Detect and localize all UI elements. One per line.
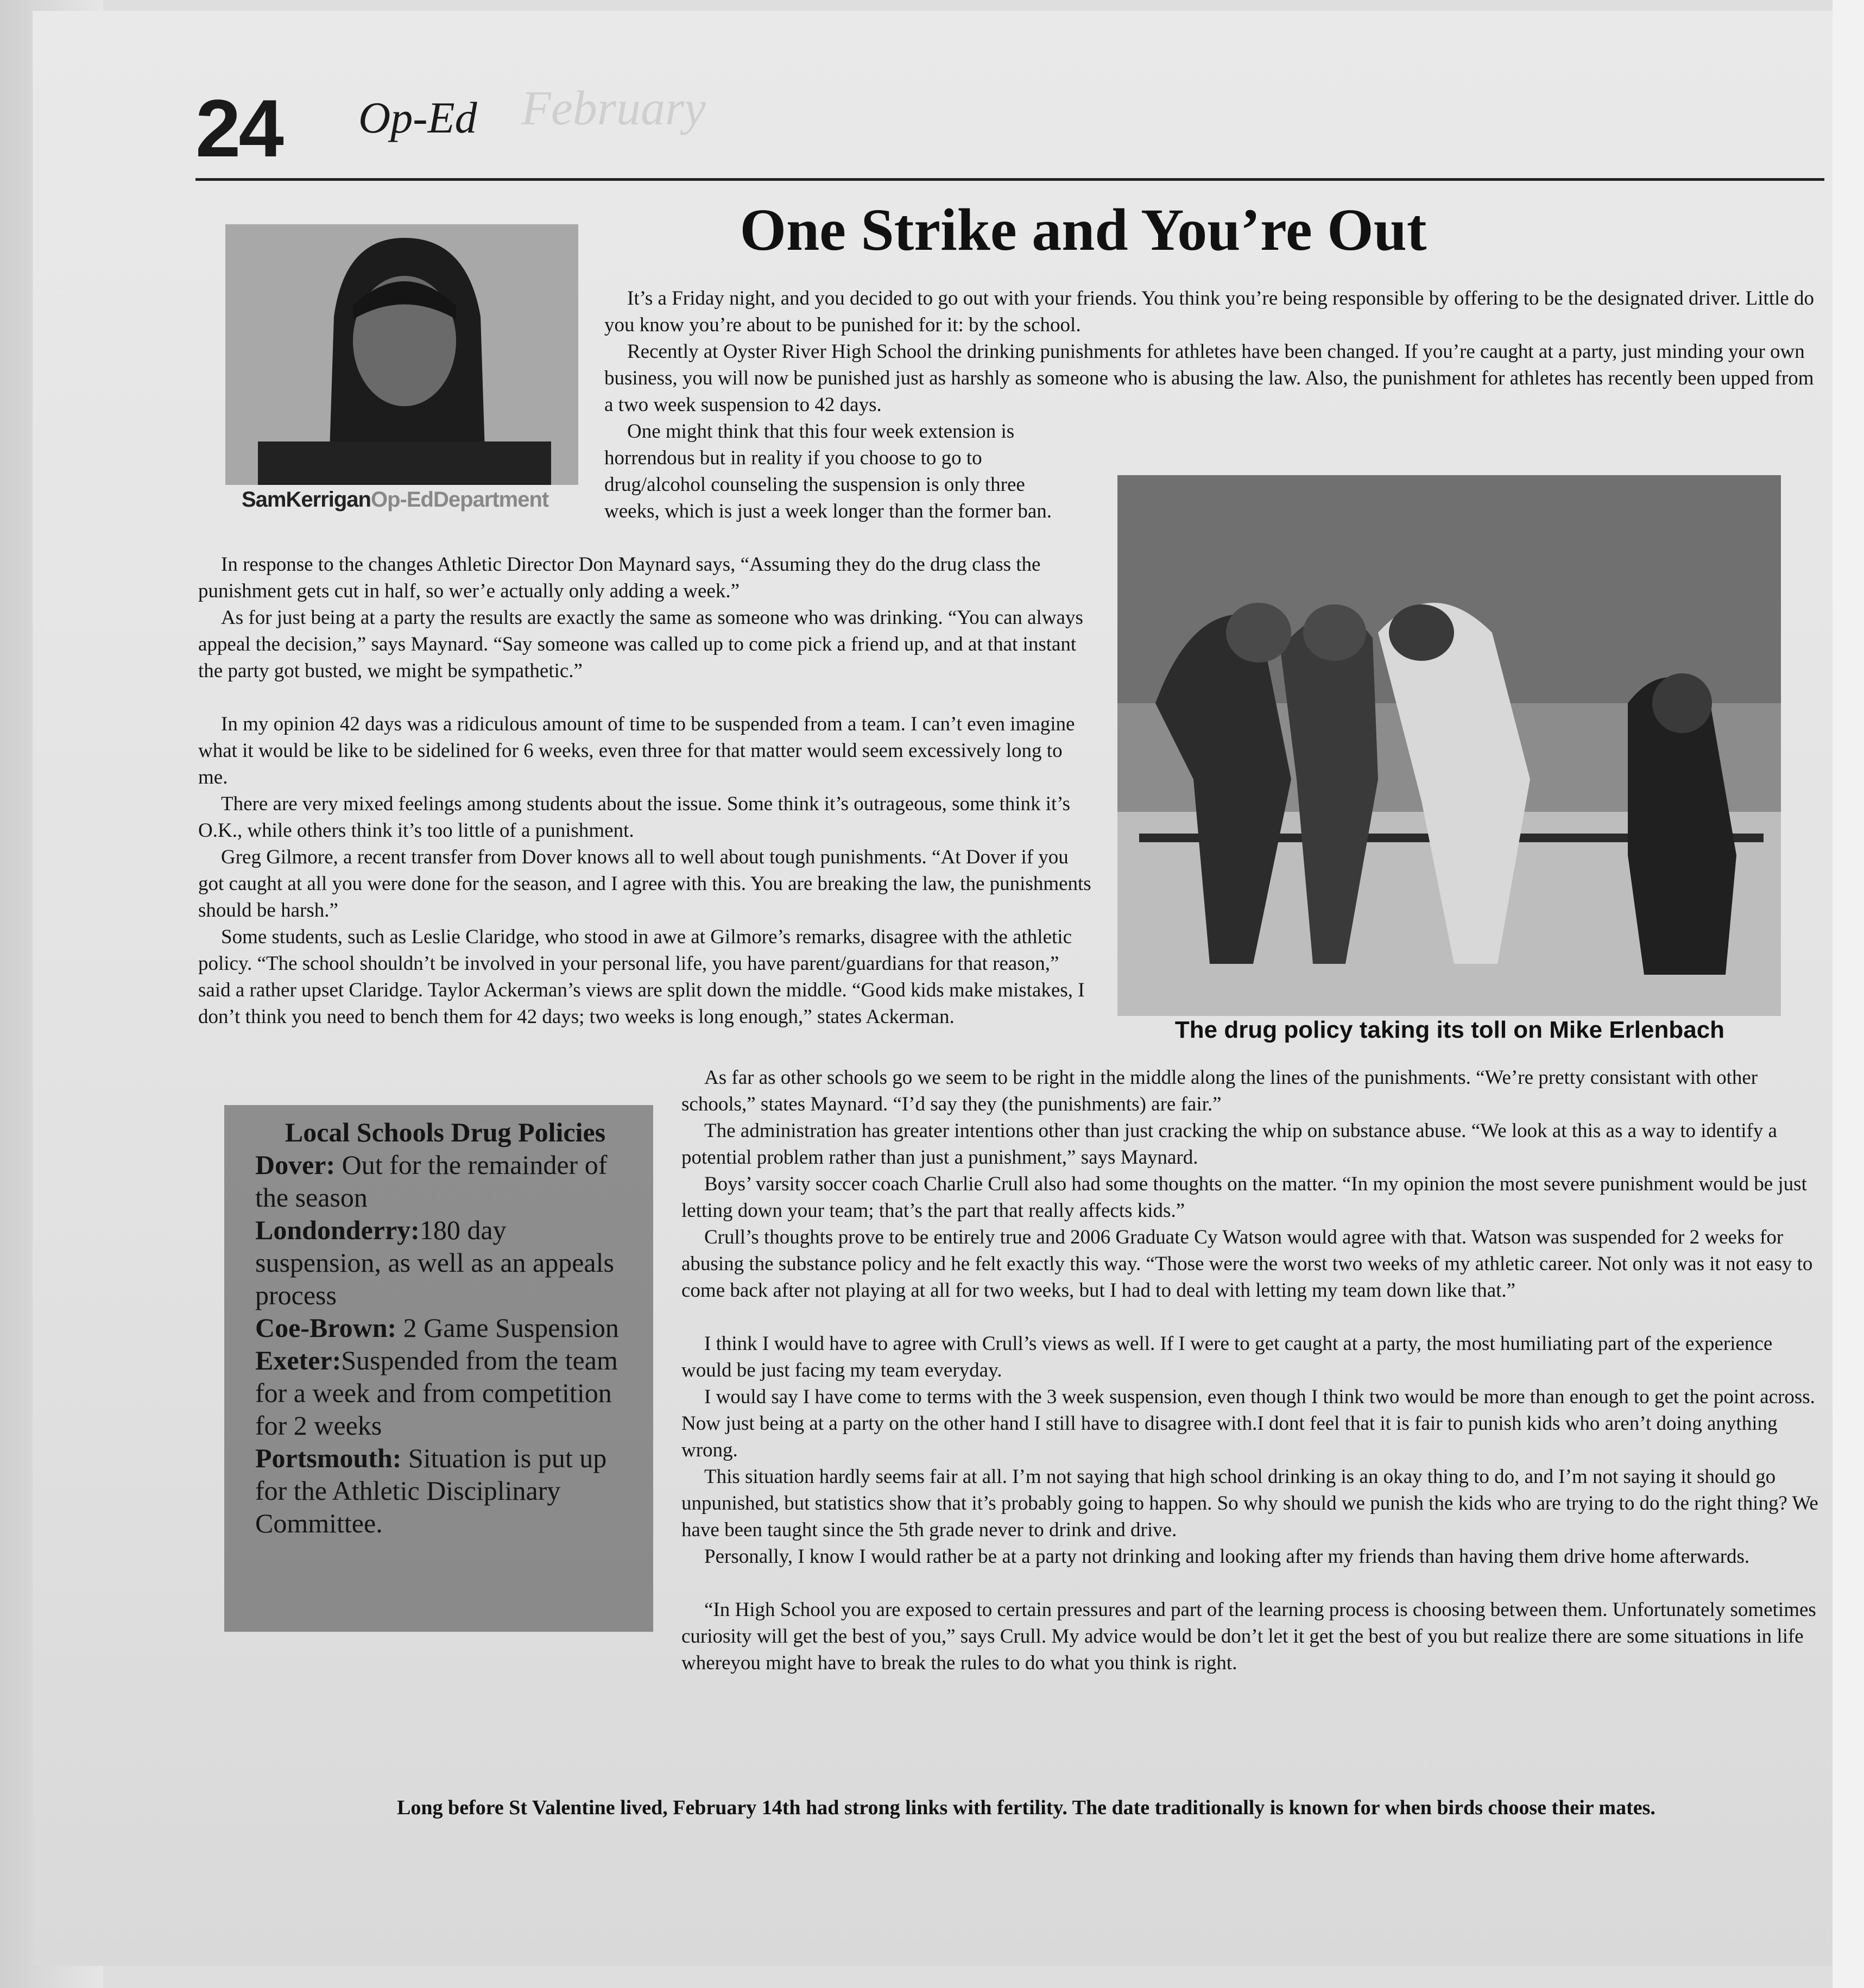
policy-item xyxy=(255,1214,635,1311)
page-number: 24 xyxy=(195,83,282,174)
article-paragraph: I would say I have come to terms with the 3 week suspension, even though I think two would be more than enough to get the point across. Now just being at a party on the other hand I still have to disagree with.I dont feel that it is fair to punish kids who aren’t doing anything wrong. xyxy=(681,1386,1815,1461)
policy-text: Situation is put up for the Athletic Disciplinary Committee. xyxy=(255,1443,607,1538)
article-headline: One Strike and You’re Out xyxy=(740,197,1427,263)
policy-item xyxy=(255,1148,635,1214)
policy-item xyxy=(255,1311,635,1344)
section-title: Op-Ed xyxy=(358,93,477,142)
policy-item xyxy=(255,1344,635,1442)
article-paragraph: Greg Gilmore, a recent transfer from Dover knows all to well about tough punishments. “At Dover if you got caught at all you were done for the season, and I agree with this. You are breaking the law, the punishments should be harsh.” xyxy=(198,846,1091,922)
article-paragraph: Recently at Oyster River High School the drinking punishments for athletes have been changed. If you’re caught at a party, just minding your own business, you will now be punished just as harshly as someone who is abusing the law. Also, the punishment for athletes has recently been upped from a two week suspension to 42 days. xyxy=(604,340,1814,416)
sidebar-title: Local Schools Drug Policies xyxy=(285,1117,606,1147)
policy-text: 2 Game Suspension xyxy=(396,1312,619,1343)
drug-policy-list xyxy=(255,1116,635,1539)
article-paragraph: One might think that this four week extension is horrendous but in reality if you choose to go to drug/alcohol counseling the suspension is only three weeks, which is just a week longer than the former ban. xyxy=(604,420,1052,522)
school-name: Coe-Brown: xyxy=(255,1312,397,1343)
header-rule xyxy=(195,178,1824,181)
article-paragraph: This situation hardly seems fair at all. I’m not saying that high school drinking is an okay thing to do, and I’m not saying it should go unpunished, but statistics show that it’s probably going to happen. So why should we punish the kids who are trying to do the right thing? We have been taught since the 5th grade never to drink and drive. xyxy=(681,1466,1818,1541)
article-paragraph: Crull’s thoughts prove to be entirely true and 2006 Graduate Cy Watson would agree with that. Watson was suspended for 2 weeks for abusing the substance policy and he felt exactly this way. “Those were the worst two weeks of my athletic career. Not only was it not easy to come back after not playing at all for two weeks, but I had to deal with letting my team down like that.” xyxy=(681,1226,1813,1302)
article-paragraph: As far as other schools go we seem to be right in the middle along the lines of the punishments. “We’re pretty consistant with other schools,” states Maynard. “I’d say they (the punishments) are fair.” xyxy=(681,1066,1758,1115)
page-edge xyxy=(1833,0,1864,1988)
article-paragraph: In my opinion 42 days was a ridiculous amount of time to be suspended from a team. I can’t even imagine what it would be like to be sidelined for 6 weeks, even three for that matter would seem excessively long to me. xyxy=(198,713,1075,788)
article-paragraph: I think I would have to agree with Crull’s views as well. If I were to get caught at a party, the most humiliating part of the experience would be just facing my team everyday. xyxy=(681,1333,1773,1381)
school-name: Portsmouth: xyxy=(255,1443,402,1473)
school-name: Exeter: xyxy=(255,1345,342,1375)
article-paragraph: “In High School you are exposed to certain pressures and part of the learning process is choosing between them. Unfortunately sometimes curiosity will get the best of you,” says Crull. My advice would be don’t let it get the best of you but realize there are some situations in life whereyou might have to break the rules to do what you think is right. xyxy=(681,1599,1816,1674)
school-name: Londonderry: xyxy=(255,1215,420,1245)
photo-caption: The drug policy taking its toll on Mike Erlenbach xyxy=(1174,1017,1725,1043)
policy-item xyxy=(255,1442,635,1539)
policy-text: 180 day suspension, as well as an appeals process xyxy=(255,1215,614,1310)
article-paragraph: The administration has greater intentions other than just cracking the whip on substance abuse. “We look at this as a way to identify a potential problem rather than just a punishment,” says Maynard. xyxy=(681,1120,1777,1169)
policy-text: Suspended from the team for a week and from competition for 2 weeks xyxy=(255,1345,618,1441)
article-paragraph: As for just being at a party the results are exactly the same as someone who was drinking. “You can always appeal the decision,” says Maynard. “Say someone was called up to come pick a friend up, and at that instant the party got busted, we might be sympathetic.” xyxy=(198,607,1083,682)
policy-text: Out for the remainder of the season xyxy=(255,1150,608,1213)
article-paragraph: Boys’ varsity soccer coach Charlie Crull also had some thoughts on the matter. “In my opinion the most severe punishment would be just letting down your team; that’s the part that really affects kids.” xyxy=(681,1173,1807,1222)
bleed-through-word: February xyxy=(521,81,706,135)
author-photo xyxy=(225,224,578,485)
author-department: Op-EdDepartment xyxy=(370,488,549,512)
author-byline xyxy=(242,488,548,512)
article-photo xyxy=(1117,475,1781,1016)
article-paragraph: Some students, such as Leslie Claridge, who stood in awe at Gilmore’s remarks, disagree with the athletic policy. “The school shouldn’t be involved in your personal life, you have parent/guardians for that reason,” said a rather upset Claridge. Taylor Ackerman’s views are split down the middle. “Good kids make mistakes, I don’t think you need to bench them for 42 days; two weeks is long enough,” states Ackerman. xyxy=(198,926,1085,1028)
school-name: Dover: xyxy=(255,1150,336,1180)
author-name: SamKerrigan xyxy=(242,488,371,512)
article-paragraph: Personally, I know I would rather be at a party not drinking and looking after my friends than having them drive home afterwards. xyxy=(704,1545,1750,1568)
article-paragraph: There are very mixed feelings among students about the issue. Some think it’s outrageous, some think it’s O.K., while others think it’s too little of a punishment. xyxy=(198,793,1070,842)
article-paragraph: It’s a Friday night, and you decided to go out with your friends. You think you’re being responsible by offering to be the designated driver. Little do you know you’re about to be punished for it: by the school. xyxy=(604,287,1815,336)
article-paragraph: In response to the changes Athletic Director Don Maynard says, “Assuming they do the drug class the punishment gets cut in half, so wer’e actually only adding a week.” xyxy=(198,553,1041,602)
footer-note: Long before St Valentine lived, February 14th had strong links with fertility. The date traditionally is known for when birds choose their mates. xyxy=(397,1796,1656,1819)
